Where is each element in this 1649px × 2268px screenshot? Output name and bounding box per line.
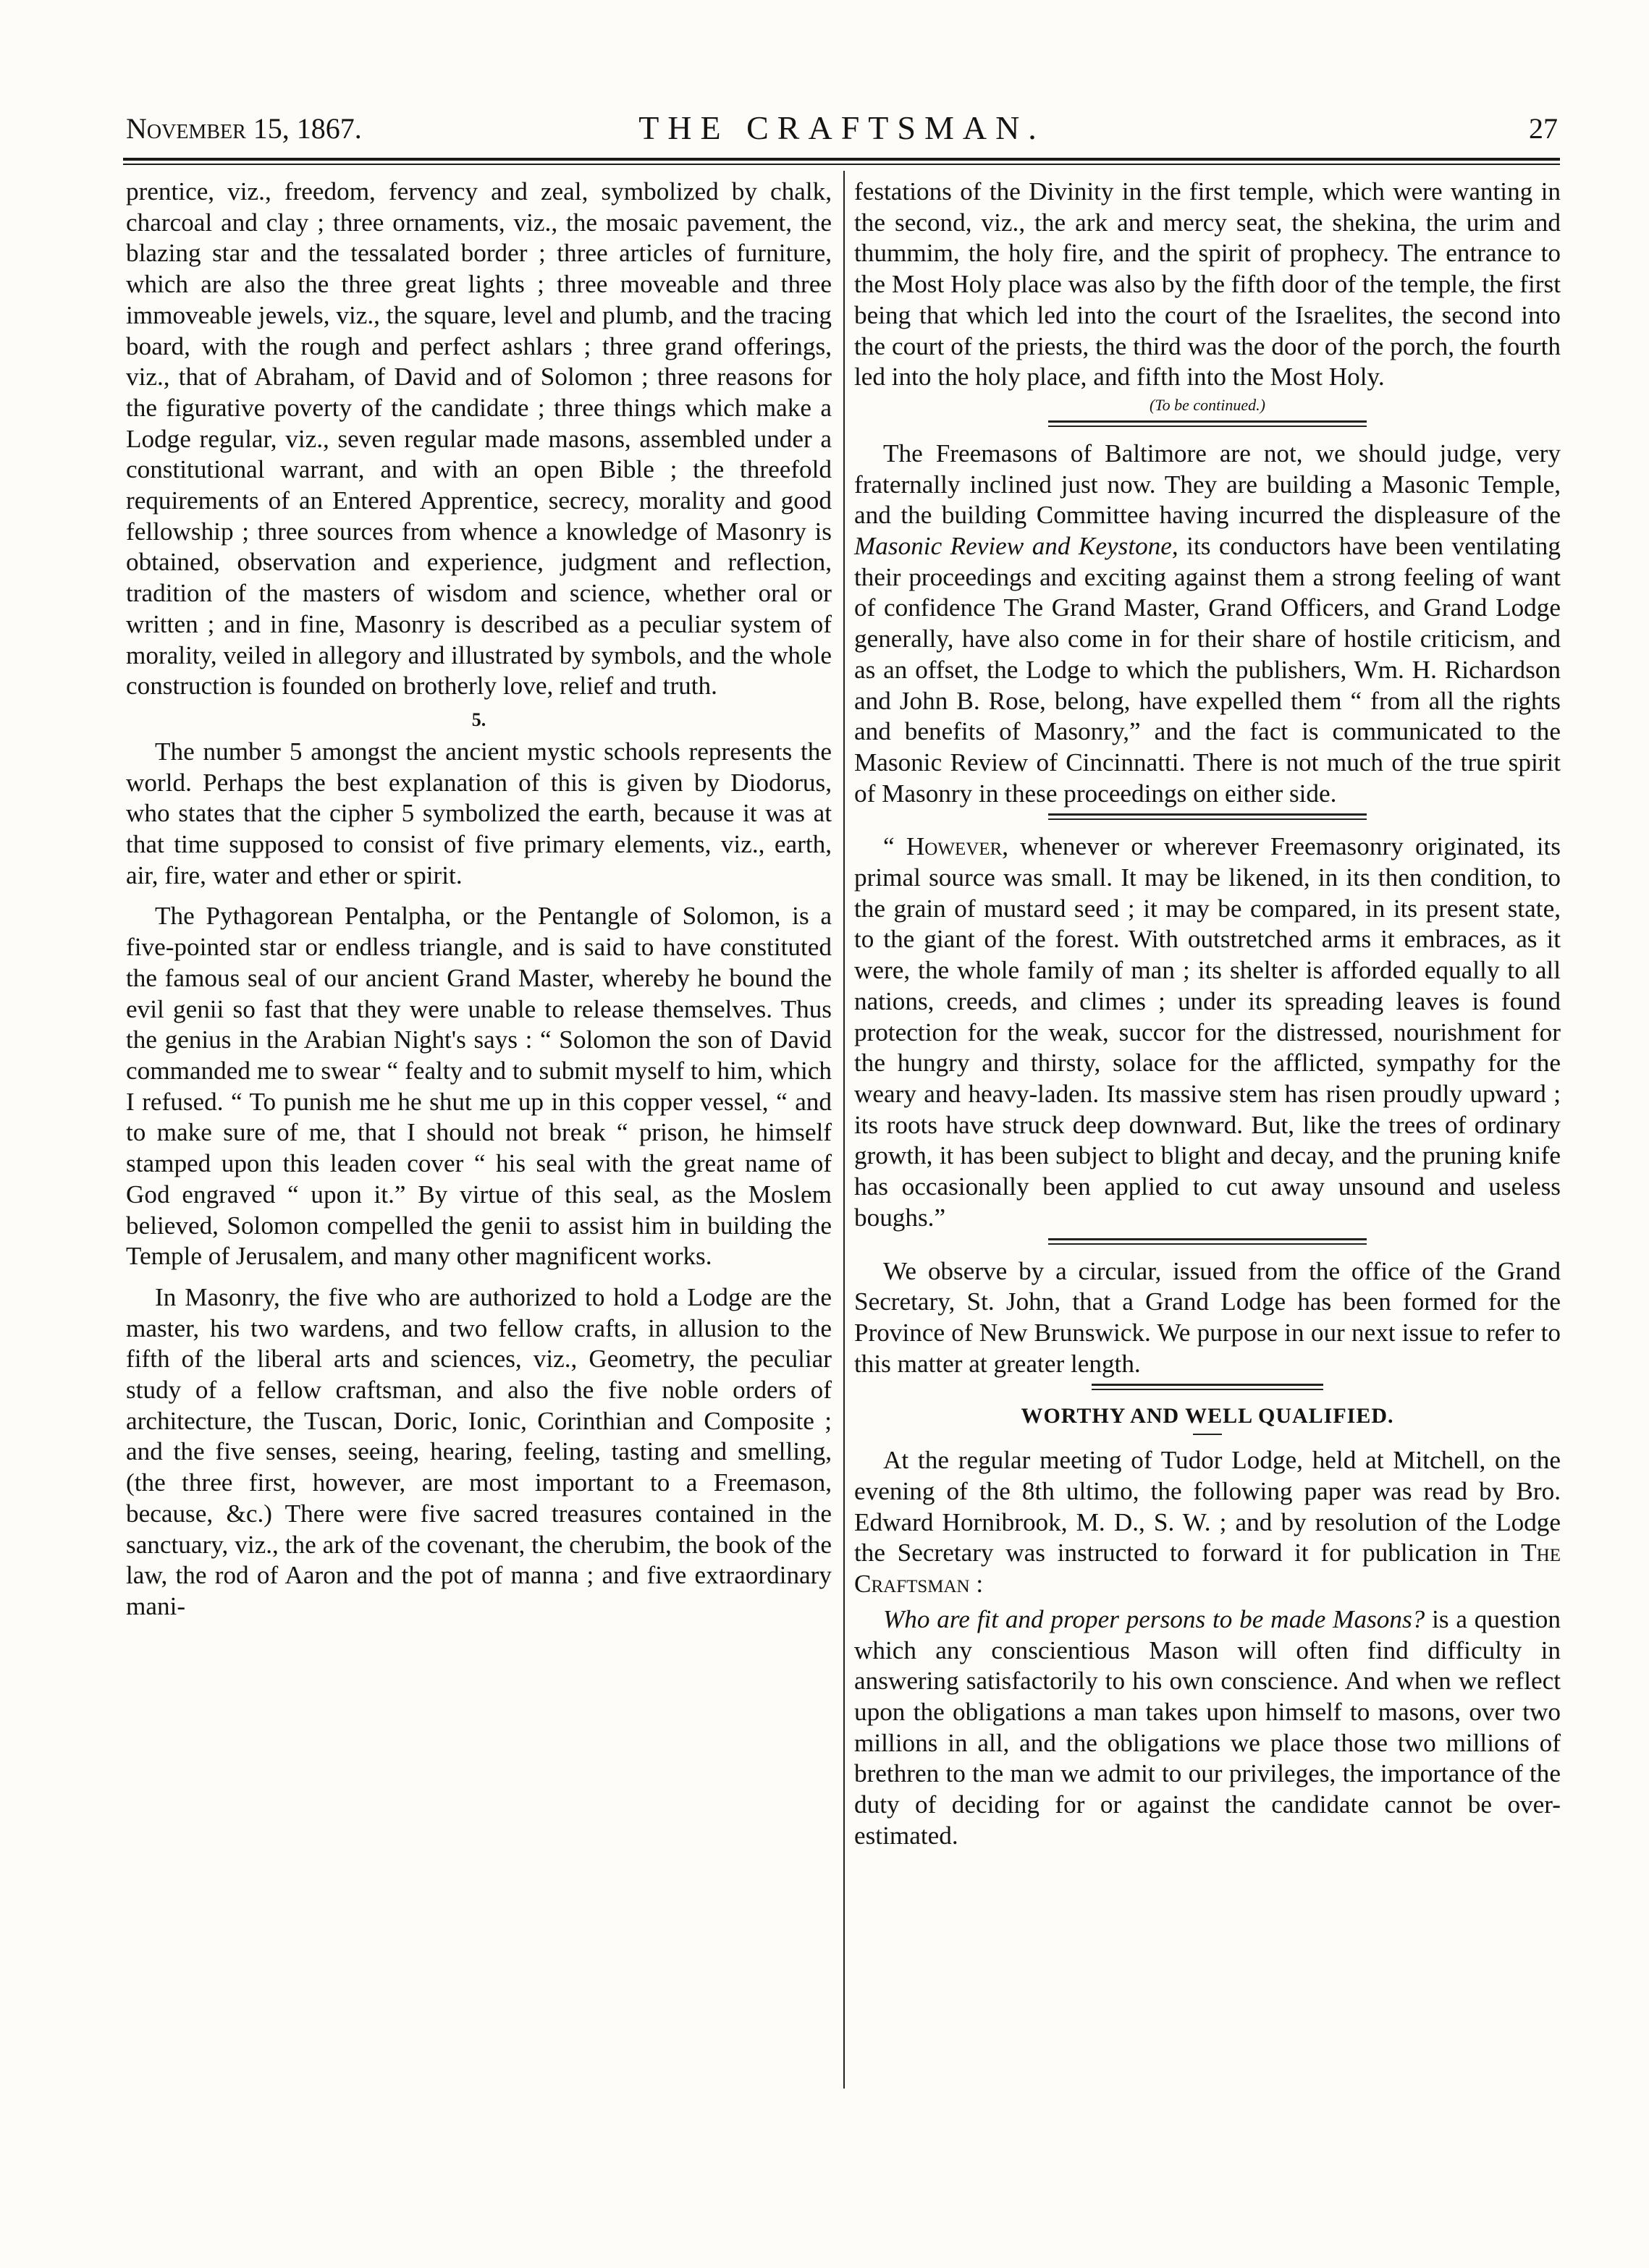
article-heading: WORTHY AND WELL QUALIFIED. [1021, 1404, 1394, 1429]
page-number: 27 [1529, 112, 1558, 145]
tudor-text-b: : [969, 1570, 984, 1599]
fit-persons-text: is a question which any conscientious Mason will often find difficulty in answering satisfactorily to his own conscience. And when we reflect upon the obligations a man takes upon himself to masons, over two millions in all, and the obligations we place those two millions of brethren to the man we admit to our privileges, the importance of the duty of deciding for or against the candidate cannot be over-estimated. [854, 1604, 1561, 1850]
baltimore-text-a: The Freemasons of Baltimore are not, we should judge, very fraternally inclined just now. They are building a Masonic Temple, and the building Committee having incurred the displeasure of the [854, 439, 1561, 530]
however-text: whenever or wherever Freemasonry originated, its primal source was small. It may be likened, in its then condition, to the grain of mustard seed ; it may be compared, in its present state, to the giant of the forest. With outstretched arms it embraces, as it were, the whole family of man ; its shelter is afforded equally to all nations, creeds, and climes ; under its spreading leaves is found protection for the weak, succor for the distressed, nourishment for the hungry and thirsty, solace for the afflicted, sympathy for the weary and heavy-laden. Its massive stem has risen proudly upward ; its roots have struck deep downward. But, like the trees of ordinary growth, it has been subject to blight and decay, and the pruning knife has occasionally been applied to cut away unsound and useless boughs.” [854, 832, 1561, 1232]
paragraph-tudor-lodge [854, 1445, 1561, 1600]
paragraph-pentalpha: The Pythagorean Pentalpha, or the Pentangle of Solomon, is a five-pointed star or endless triangle, and is said to have constituted the famous seal of our ancient Grand Master, whereby he bound the evil genii so fast that they were unable to release themselves. Thus the genius in the Arabian Night's says : “ Solomon the son of David commanded me to swear “ fealty and to submit myself to him, which I refused. “ To punish me he shut me up in this copper vessel, “ and to make sure of me, that I should not break “ prison, he himself stamped upon this leaden cover “ his seal with the great name of God engraved “ upon it.” By virtue of this seal, as the Moslem believed, Solomon compelled the genii to assist him in building the Temple of Jerusalem, and many other magnificent works. [126, 902, 832, 1271]
section-rule [1048, 813, 1367, 820]
to-be-continued: (To be continued.) [1150, 395, 1265, 414]
publication-title: THE CRAFTSMAN. [638, 109, 1045, 146]
section-number: 5. [471, 708, 486, 730]
paragraph-baltimore [854, 439, 1561, 809]
tudor-text-a: At the regular meeting of Tudor Lodge, held at Mitchell, on the evening of the 8th ultimo, the following paper was read by Bro. Edward Hornibrook, M. D., S. W. ; and by resolution of the Lodge the Secretary was instructed to forward it for publication in [854, 1446, 1561, 1567]
heading-dash [1193, 1434, 1222, 1435]
question-italic: Who are fit and proper persons to be made Masons? [883, 1604, 1425, 1633]
header-date: November 15, 1867. [126, 112, 362, 145]
paragraph-masonry-five: In Masonry, the five who are authorized to hold a Lodge are the master, his two wardens, and two fellow crafts, in allusion to the fifth of the liberal arts and sciences, viz., Geometry, the peculiar study of a fellow craftsman, and also the five noble orders of architecture, the Tuscan, Doric, Ionic, Corinthian and Composite ; and the five senses, seeing, hearing, feeling, tasting and smelling, (the three first, however, are most important to a Freemason, because, &c.) There were five sacred treasures contained in the sanctuary, viz., the ark of the covenant, the cherubim, the book of the law, the rod of Aaron and the pot of manna ; and five extraordinary mani- [126, 1282, 832, 1620]
paragraph-three-ornaments: prentice, viz., freedom, fervency and zeal, symbolized by chalk, charcoal and clay ; three ornaments, viz., the mosaic pavement, the blazing star and the tessalated border ; three articles of furniture, which are also the three great lights ; three moveable and three immoveable jewels, viz., the square, level and plumb, and the tracing board, with the rough and perfect ashlars ; three grand offerings, viz., that of Abraham, of David and of Solomon ; three reasons for the figurative poverty of the candidate ; three things which make a Lodge regular, viz., seven regular made masons, assembled under a constitutional warrant, and with an open Bible ; the threefold requirements of an Entered Apprentice, secrecy, morality and good fellowship ; three sources from whence a knowledge of Masonry is obtained, observation and experience, judgment and reflection, tradition of the masters of wisdom and science, whether oral or written ; and in fine, Masonry is described as a peculiar system of morality, veiled in allegory and illustrated by symbols, and the whole construction is founded on brotherly love, relief and truth. [126, 177, 832, 701]
page-header [126, 109, 1558, 149]
baltimore-text-b: its conductors have been ventilating their proceedings and exciting against them a strong feeling of want of confidence The Grand Master, Grand Officers, and Grand Lodge generally, have also come in for their share of hostile criticism, and as an offset, the Lodge to which the publishers, Wm. H. Richardson and John B. Rose, belong, have expelled them “ from all the rights and benefits of Masonry,” and the fact is communicated to the Masonic Review of Cincinnatti. There is not much of the true spirit of Masonry in these proceedings on either side. [854, 532, 1561, 808]
paragraph-fit-persons [854, 1604, 1561, 1852]
paragraph-circular: We observe by a circular, issued from the office of the Grand Secretary, St. John, that a Grand Lodge has been formed for the Province of New Brunswick. We purpose in our next issue to refer to this matter at greater length. [854, 1256, 1561, 1378]
section-rule [1092, 1384, 1323, 1390]
section-rule [1048, 1238, 1367, 1245]
paragraph-number-five: The number 5 amongst the ancient mystic schools represents the world. Perhaps the best explanation of this is given by Diodorus, who states that the cipher 5 symbolized the earth, because it was at that time supposed to consist of five primary elements, viz., earth, air, fire, water and ether or spirit. [126, 737, 832, 889]
header-rule-thin [123, 164, 1560, 165]
left-column [126, 177, 832, 1622]
header-rule [123, 158, 1560, 161]
right-column [854, 177, 1561, 1851]
paragraph-manifestations: festations of the Divinity in the first temple, which were wanting in the second, viz., the ark and mercy seat, the shekina, the urim and thummim, the holy fire, and the spirit of prophecy. The entrance to the Most Holy place was also by the fifth door of the temple, the first being that which led into the court of the Israelites, the second into the court of the priests, the third was the door of the porch, the fourth led into the holy place, and fifth into the Most Holy. [854, 177, 1561, 392]
section-rule [1048, 420, 1367, 427]
paragraph-however [854, 832, 1561, 1233]
craftsman-name: The Craftsman [854, 1539, 1561, 1599]
column-divider [843, 171, 845, 2089]
however-lead: “ However, [883, 832, 1009, 861]
review-title: Masonic Review and Keystone, [854, 532, 1178, 561]
